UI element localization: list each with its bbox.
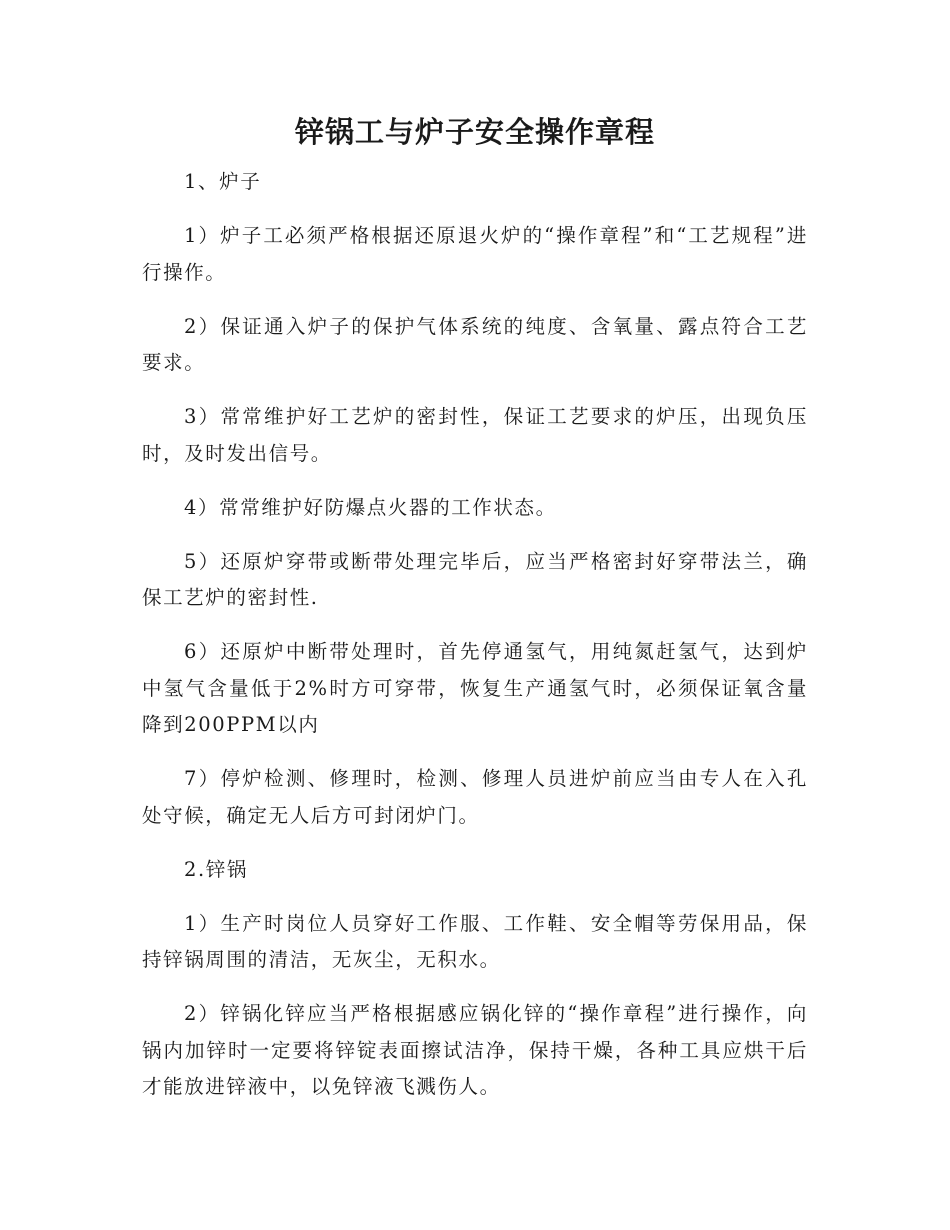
paragraph: 2）保证通入炉子的保护气体系统的纯度、含氧量、露点符合工艺要求。: [142, 314, 808, 374]
paragraph: 3）常常维护好工艺炉的密封性，保证工艺要求的炉压，出现负压时，及时发出信号。: [142, 405, 808, 465]
paragraph: 1）炉子工必须严格根据还原退火炉的“操作章程”和“工艺规程”进行操作。: [142, 224, 808, 284]
section-heading-zinc-pot: 2.锌锅: [184, 857, 249, 881]
paragraph: 2）锌锅化锌应当严格根据感应锅化锌的“操作章程”进行操作，向锅内加锌时一定要将锌锭表面擦试洁净，保持干燥，各种工具应烘干后才能放进锌液中，以免锌液飞溅伤人。: [142, 1002, 808, 1098]
paragraph: 7）停炉检测、修理时，检测、修理人员进炉前应当由专人在入孔处守候，确定无人后方可封闭炉门。: [142, 767, 808, 827]
paragraph: 1）生产时岗位人员穿好工作服、工作鞋、安全帽等劳保用品，保持锌锅周围的清洁，无灰尘，无积水。: [142, 911, 808, 971]
document-title: 锌锅工与炉子安全操作章程: [294, 115, 655, 149]
paragraph: 6）还原炉中断带处理时，首先停通氢气，用纯氮赶氢气，达到炉中氢气含量低于2%时方可穿带，恢复生产通氢气时，必须保证氧含量降到200PPM以内: [142, 640, 808, 736]
paragraph: 5）还原炉穿带或断带处理完毕后，应当严格密封好穿带法兰，确保工艺炉的密封性.: [142, 549, 808, 609]
section-heading-furnace: 1、炉子: [184, 170, 262, 193]
document-body: [142, 164, 808, 1123]
paragraph: 4）常常维护好防爆点火器的工作状态。: [184, 495, 557, 519]
